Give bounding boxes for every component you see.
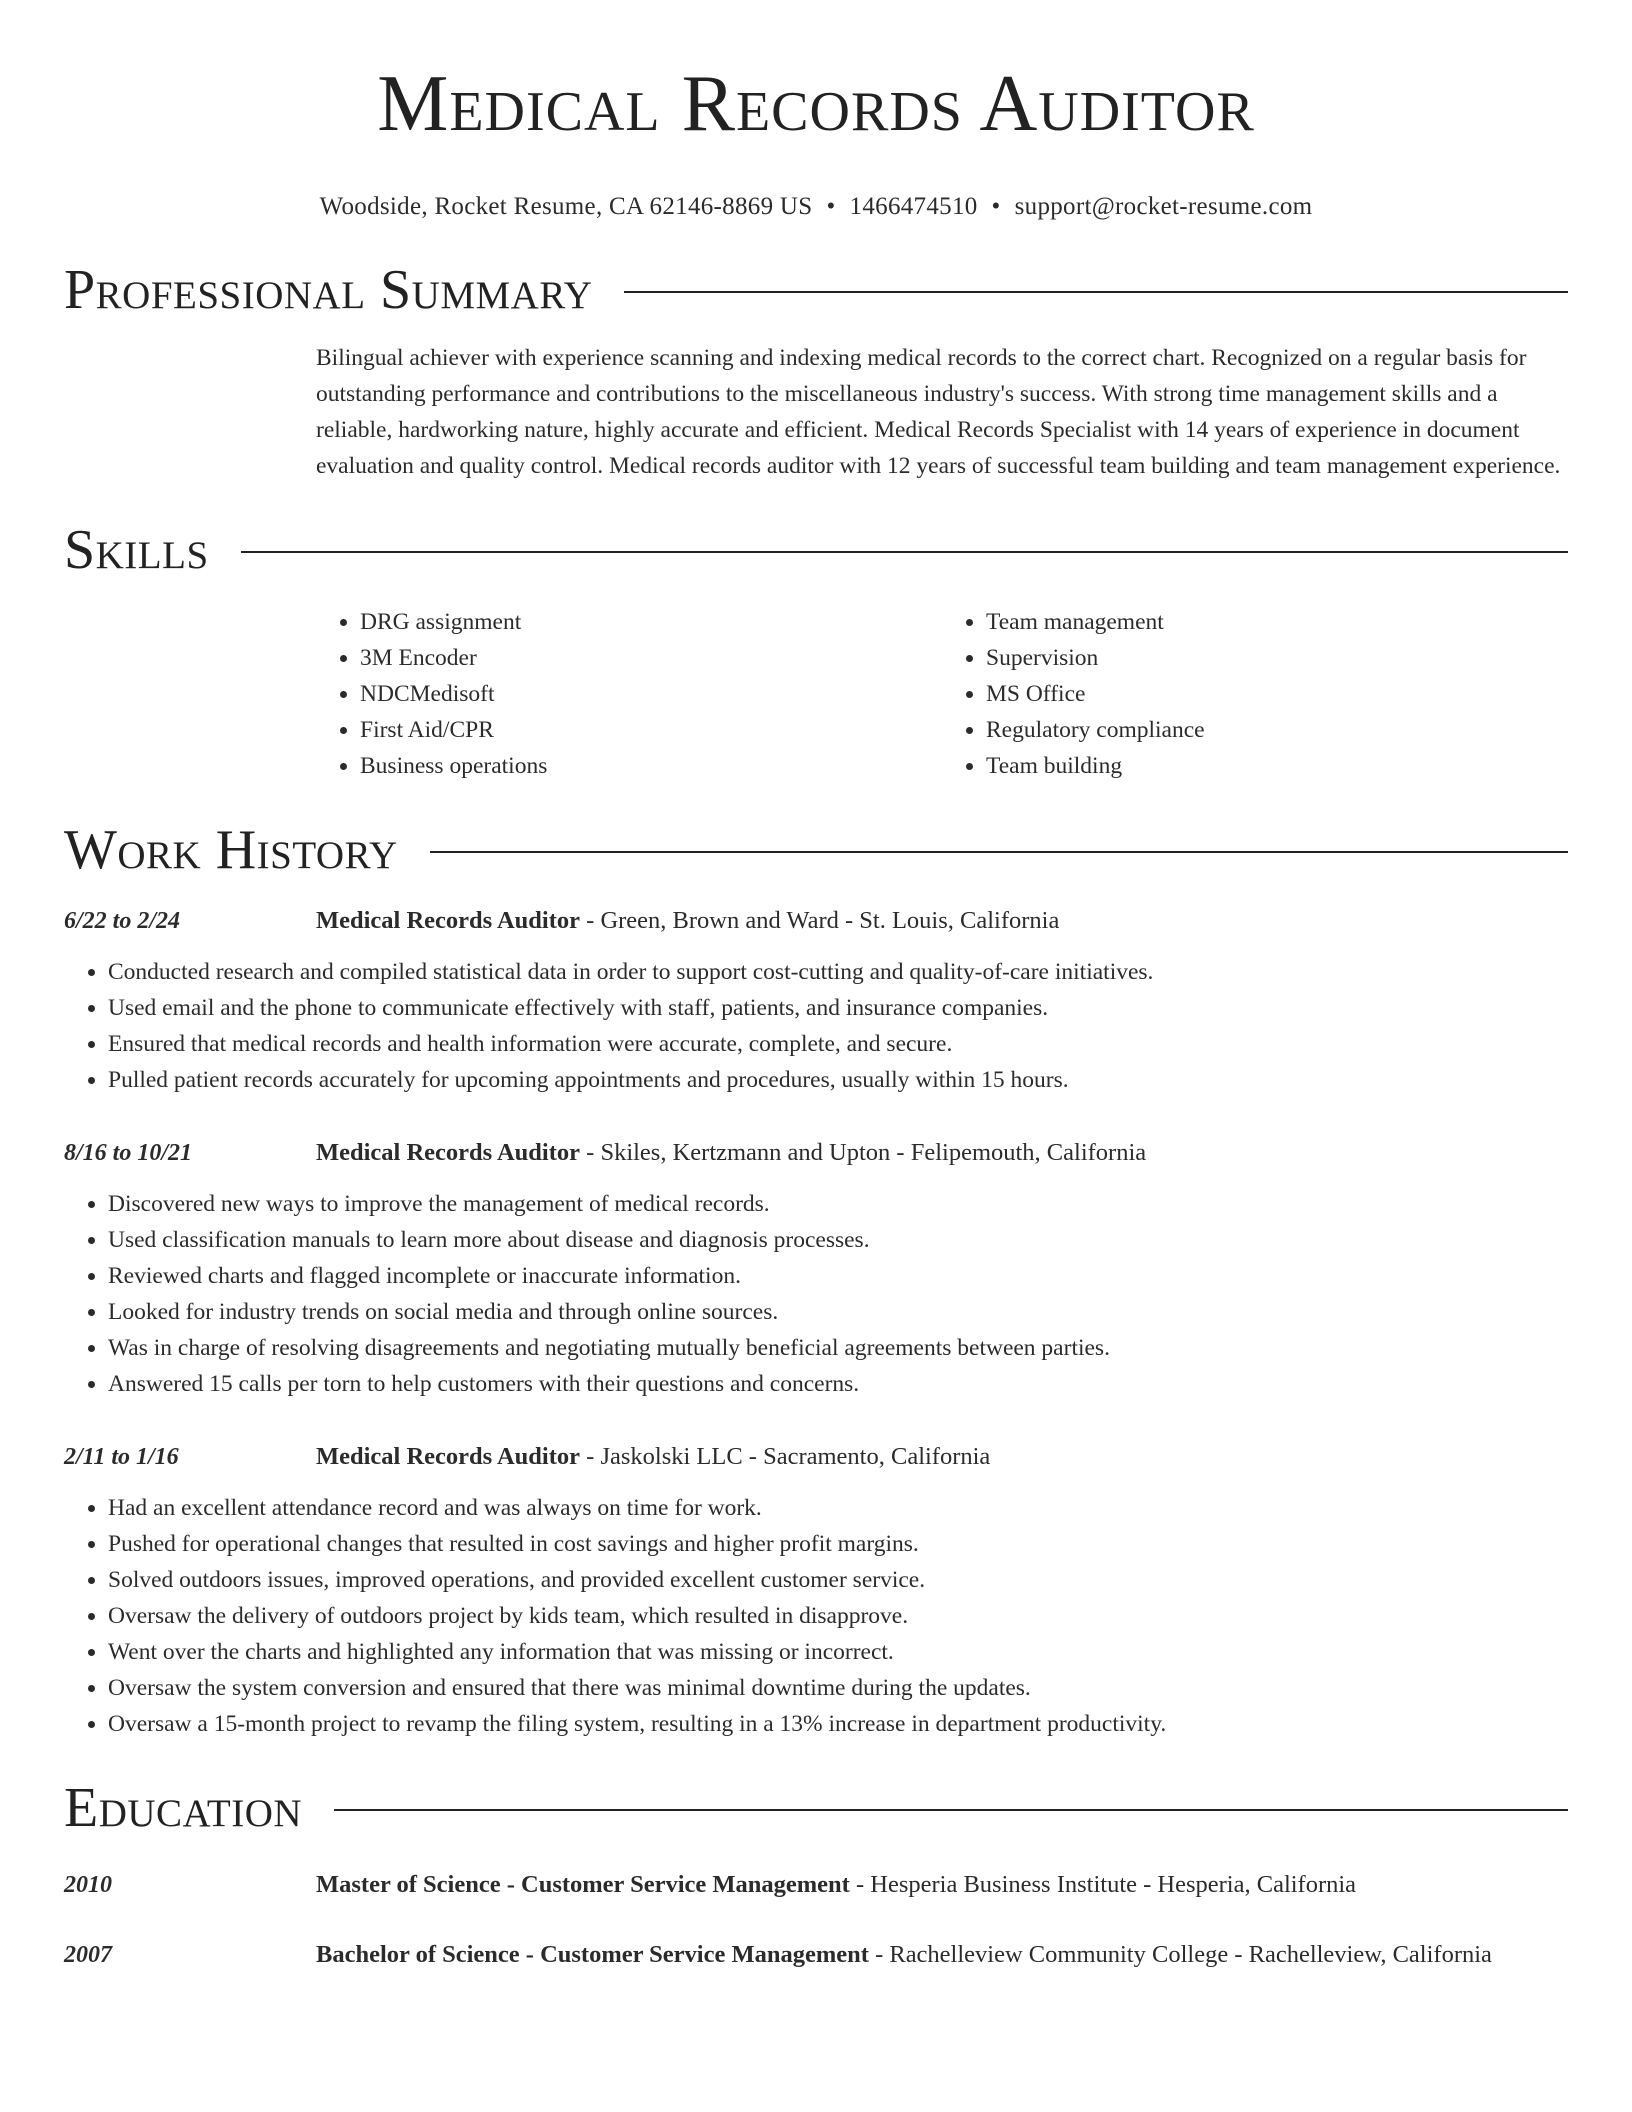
job-employer: - Green, Brown and Ward - St. Louis, California bbox=[580, 907, 1060, 934]
job-bullets bbox=[64, 1490, 1568, 1742]
job-bullet: • Reviewed charts and flagged incomplete or inaccurate information. bbox=[108, 1258, 1568, 1294]
section-divider bbox=[241, 551, 1568, 553]
summary-section-header bbox=[64, 258, 1568, 322]
job-employer: - Jaskolski LLC - Sacramento, California bbox=[580, 1443, 991, 1470]
work-section-header bbox=[64, 818, 1568, 882]
education-heading: Education bbox=[64, 1777, 303, 1839]
job-bullet: • Answered 15 calls per torn to help customers with their questions and concerns. bbox=[108, 1366, 1568, 1402]
job-entry bbox=[64, 1134, 1568, 1402]
job-dates: 8/16 to 10/21 bbox=[64, 1140, 193, 1166]
skills-list bbox=[316, 604, 1568, 784]
job-title-line bbox=[316, 1438, 1568, 1476]
job-bullets bbox=[64, 954, 1568, 1098]
job-bullet: • Pulled patient records accurately for upcoming appointments and procedures, usually within 15 hours. bbox=[108, 1062, 1568, 1098]
job-bullet: • Looked for industry trends on social media and through online sources. bbox=[108, 1294, 1568, 1330]
contact-email: support@rocket-resume.com bbox=[1014, 193, 1313, 220]
skill-item: • Business operations bbox=[360, 748, 942, 784]
skills-section-header bbox=[64, 518, 1568, 582]
job-bullet: • Solved outdoors issues, improved operations, and provided excellent customer service. bbox=[108, 1562, 1568, 1598]
skill-item: • DRG assignment bbox=[360, 604, 942, 640]
job-dates: 2/11 to 1/16 bbox=[64, 1444, 179, 1470]
contact-separator: • bbox=[826, 193, 836, 220]
education-section-header bbox=[64, 1776, 1568, 1840]
skill-item: • Team management bbox=[986, 604, 1568, 640]
job-role: Medical Records Auditor bbox=[316, 1443, 581, 1470]
job-bullet: • Oversaw a 15-month project to revamp the filing system, resulting in a 13% increase in department productivity. bbox=[108, 1706, 1568, 1742]
education-degree: Bachelor of Science - Customer Service Management bbox=[316, 1941, 869, 1968]
skills-column-left bbox=[316, 604, 942, 784]
summary-heading: Professional Summary bbox=[64, 259, 593, 321]
job-bullets bbox=[64, 1186, 1568, 1402]
job-bullet: • Was in charge of resolving disagreements and negotiating mutually beneficial agreements between parties. bbox=[108, 1330, 1568, 1366]
skill-item: • Regulatory compliance bbox=[986, 712, 1568, 748]
section-divider bbox=[624, 291, 1568, 293]
job-bullet: • Used classification manuals to learn more about disease and diagnosis processes. bbox=[108, 1222, 1568, 1258]
job-title-line bbox=[316, 902, 1568, 940]
skills-column-right bbox=[942, 604, 1568, 784]
education-line bbox=[316, 1936, 1568, 1974]
job-bullet: • Discovered new ways to improve the management of medical records. bbox=[108, 1186, 1568, 1222]
job-employer: - Skiles, Kertzmann and Upton - Felipemouth, California bbox=[580, 1139, 1147, 1166]
skill-item: • NDCMedisoft bbox=[360, 676, 942, 712]
contact-line bbox=[64, 190, 1568, 224]
section-divider bbox=[334, 1809, 1568, 1811]
job-entry bbox=[64, 1438, 1568, 1742]
summary-text: Bilingual achiever with experience scanning and indexing medical records to the correct chart. Recognized on a regular basis for outstanding performance and contributions to the miscellaneous industry's success. With strong time management skills and a reliable, hardworking nature, highly accurate and efficient. Medical Records Specialist with 14 years of experience in document evaluation and quality control. Medical records auditor with 12 years of successful team building and team management experience. bbox=[316, 345, 1561, 479]
job-role: Medical Records Auditor bbox=[316, 1139, 581, 1166]
education-entry bbox=[64, 1866, 1568, 1904]
job-entry bbox=[64, 902, 1568, 1098]
job-bullet: • Used email and the phone to communicate effectively with staff, patients, and insurance companies. bbox=[108, 990, 1568, 1026]
skill-item: • MS Office bbox=[986, 676, 1568, 712]
job-bullet: • Went over the charts and highlighted any information that was missing or incorrect. bbox=[108, 1634, 1568, 1670]
skill-item: • First Aid/CPR bbox=[360, 712, 942, 748]
contact-address: Woodside, Rocket Resume, CA 62146-8869 US bbox=[319, 193, 813, 220]
skills-heading: Skills bbox=[64, 519, 209, 581]
education-year: 2010 bbox=[64, 1872, 112, 1898]
contact-phone: 1466474510 bbox=[849, 193, 978, 220]
job-bullet: • Conducted research and compiled statistical data in order to support cost-cutting and quality-of-care initiatives. bbox=[108, 954, 1568, 990]
skill-item: • Supervision bbox=[986, 640, 1568, 676]
job-dates: 6/22 to 2/24 bbox=[64, 908, 181, 934]
job-bullet: • Had an excellent attendance record and was always on time for work. bbox=[108, 1490, 1568, 1526]
job-title-line bbox=[316, 1134, 1568, 1172]
education-year: 2007 bbox=[64, 1942, 112, 1968]
skill-item: • Team building bbox=[986, 748, 1568, 784]
job-bullet: • Ensured that medical records and health information were accurate, complete, and secure. bbox=[108, 1026, 1568, 1062]
education-school: - Hesperia Business Institute - Hesperia, California bbox=[849, 1871, 1357, 1898]
education-school: - Rachelleview Community College - Rachelleview, California bbox=[868, 1941, 1492, 1968]
job-bullet: • Oversaw the system conversion and ensured that there was minimal downtime during the updates. bbox=[108, 1670, 1568, 1706]
contact-separator: • bbox=[991, 193, 1001, 220]
resume-name: Medical Records Auditor bbox=[377, 60, 1255, 148]
section-divider bbox=[430, 851, 1568, 853]
job-bullet: • Pushed for operational changes that resulted in cost savings and higher profit margins. bbox=[108, 1526, 1568, 1562]
skill-item: • 3M Encoder bbox=[360, 640, 942, 676]
education-entry bbox=[64, 1936, 1568, 1974]
work-heading: Work History bbox=[64, 819, 398, 881]
job-bullet: • Oversaw the delivery of outdoors project by kids team, which resulted in disapprove. bbox=[108, 1598, 1568, 1634]
education-degree: Master of Science - Customer Service Management bbox=[316, 1871, 850, 1898]
job-role: Medical Records Auditor bbox=[316, 907, 581, 934]
education-line bbox=[316, 1866, 1568, 1904]
